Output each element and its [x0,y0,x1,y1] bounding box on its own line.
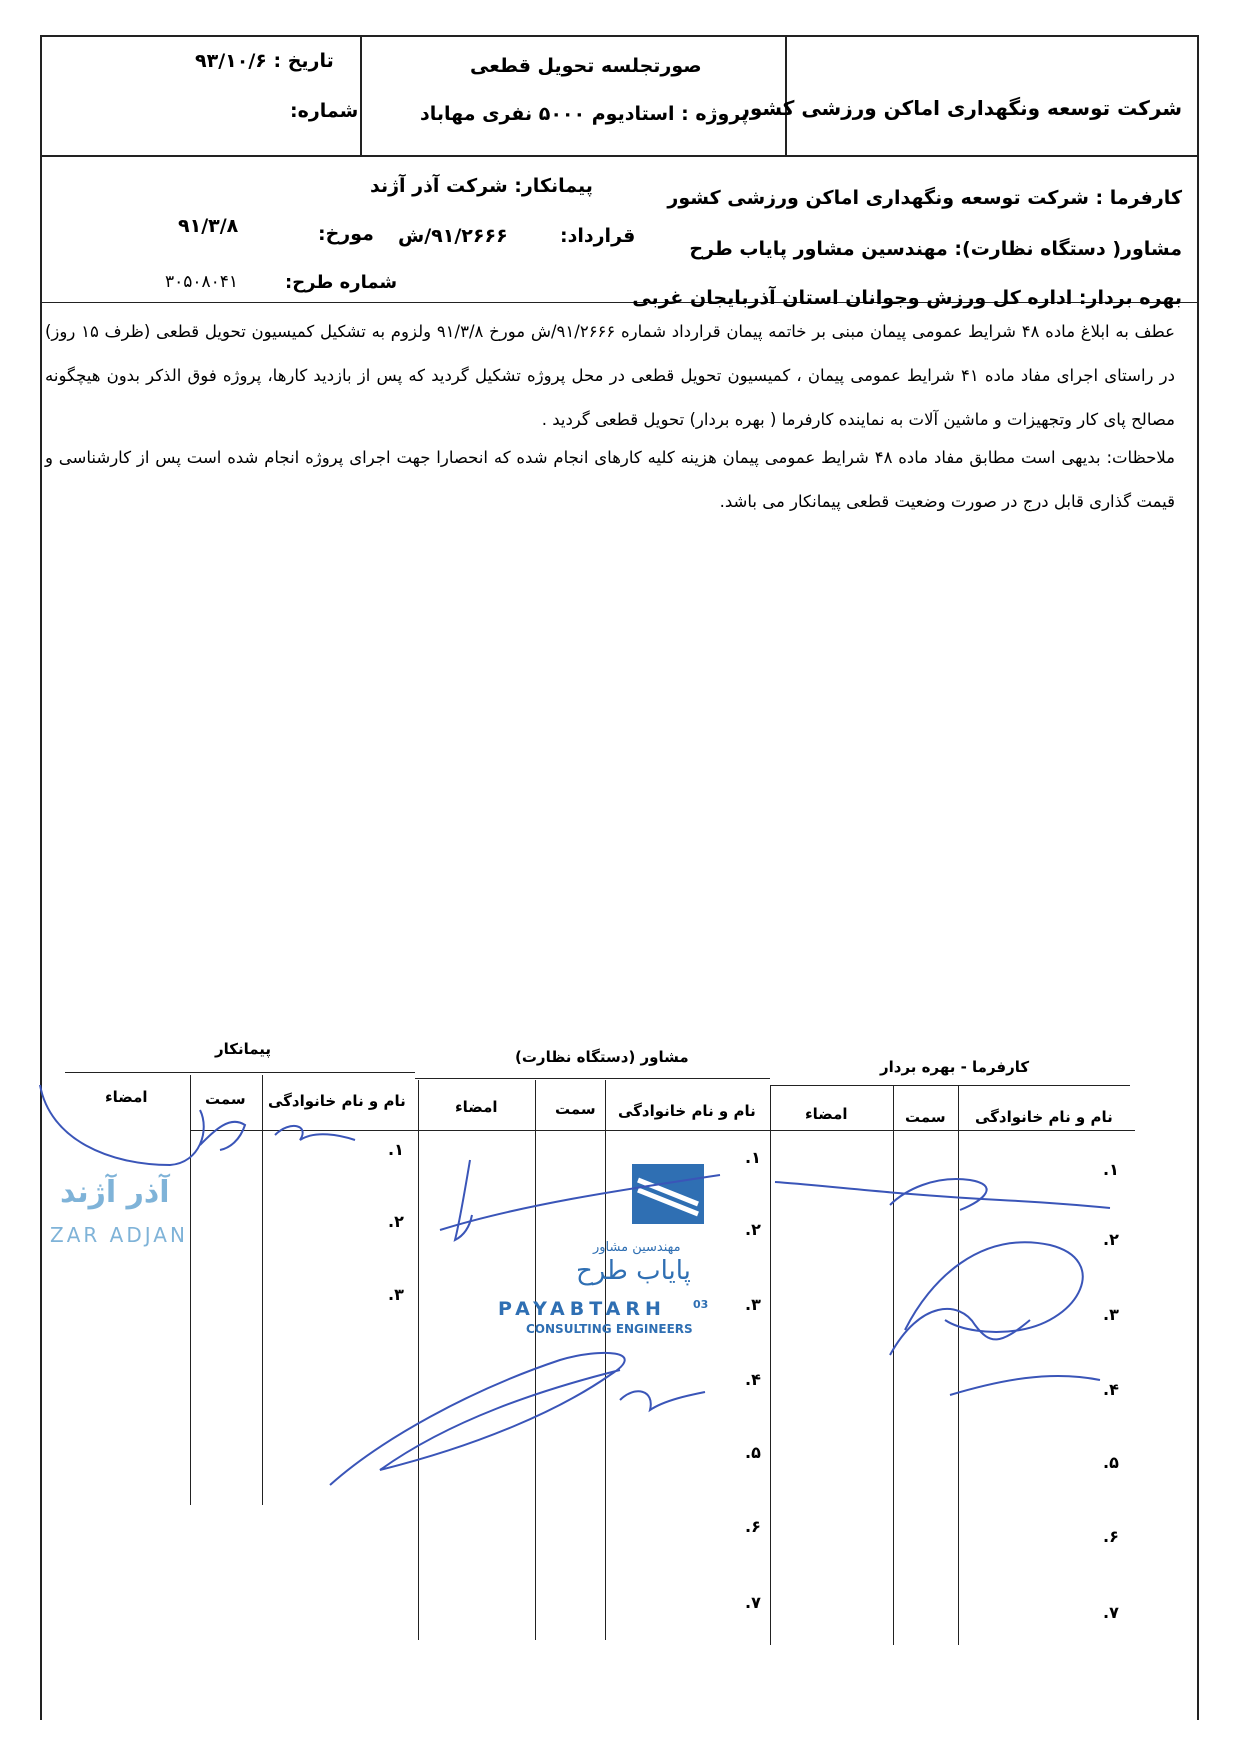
employer-row-3: ۳. [1103,1305,1119,1324]
employer-row-5: ۵. [1103,1453,1119,1472]
col-rule-8 [958,1085,959,1645]
header-bottom-rule [40,155,1197,157]
col-rule-6 [770,1085,771,1645]
col-rule-2 [262,1075,263,1505]
col-rule-1 [190,1075,191,1505]
plan-number: ۳۰۵۰۸۰۴۱ [165,272,239,292]
body-text [45,310,1175,524]
project-title: پروژه : استادیوم ۵۰۰۰ نفری مهاباد [420,103,749,125]
contractor-col-sign: امضاء [105,1088,148,1106]
contractor-col-role: سمت [205,1090,246,1108]
employer-col-name: نام و نام خانوادگی [975,1108,1113,1126]
consultant-row-1: ۱. [745,1148,761,1167]
sig-table-header-rule [190,1130,1135,1131]
consultant-col-role: سمت [555,1100,596,1118]
plan-number-label: شماره طرح: [285,272,398,293]
consultant-group-title: مشاور (دستگاه نظارت) [515,1048,689,1066]
consultant-stamp [498,1160,738,1340]
contractor-line: پیمانکار: شرکت آذر آژند [370,175,593,197]
consultant-stamp-logo [628,1160,708,1235]
contractor-row-1: ۱. [388,1140,404,1159]
contractor-group-title: پیمانکار [215,1040,272,1058]
col-rule-3 [418,1080,419,1640]
consultant-row-5: ۵. [745,1443,761,1462]
body-paragraph: عطف به ابلاغ ماده ۴۸ شرایط عمومی پیمان مبنی بر خاتمه پیمان قرارداد شماره ۹۱/۲۶۶۶/ش مورخ ۹۱/۳/۸ ولزوم به تشکیل کمیسیون تحویل قطعی (ظرف ۱۵ روز) در راستای اجرای مفاد ماده ۴۱ شرایط عمومی پیمان ، کمیسیون تحویل قطعی در محل پروژه تشکیل گردید که پس از بازدید کارها، پروژه فوق الذکر بدون هیچگونه مصالح پای کار وتجهیزات و ماشین آلات به نماینده کارفرما ( بهره بردار) تحویل قطعی گردید . [45,322,1176,429]
sig-table-top-mid [415,1078,770,1079]
consultant-stamp-code: 03 [693,1298,709,1311]
consultant-row-7: ۷. [745,1593,761,1612]
consultant-row-3: ۳. [745,1295,761,1314]
contractor-stamp [50,1175,240,1255]
employer-line: کارفرما : شرکت توسعه ونگهداری اماکن ورزشی کشور [667,187,1182,209]
consultant-stamp-fa: مهندسین مشاور [593,1240,681,1255]
date-label: تاریخ : ۹۳/۱۰/۶ [195,50,334,72]
company-name: شرکت توسعه ونگهداری اماکن ورزشی کشور [738,96,1182,120]
employer-row-6: ۶. [1103,1527,1119,1546]
contractor-row-3: ۳. [388,1285,404,1304]
employer-row-4: ۴. [1103,1380,1119,1399]
consultant-stamp-en-sub: CONSULTING ENGINEERS [526,1322,693,1336]
contract-label: قرارداد: [560,225,636,247]
consultant-col-sign: امضاء [455,1098,498,1116]
doc-title: صورتجلسه تحویل قطعی [470,55,702,77]
consultant-row-2: ۲. [745,1220,761,1239]
user-line: بهره بردار: اداره کل ورزش وجوانان استان آذربایجان غربی [632,287,1182,309]
sig-table-top-left [65,1072,415,1073]
header-divider-left [360,35,362,157]
remarks-paragraph: ملاحظات: بدیهی است مطابق مفاد ماده ۴۸ شرایط عمومی پیمان هزینه کلیه کارهای انجام شده که انحصارا جهت اجرای پروژه انجام شده است پس از کارشناسی و قیمت گذاری قابل درج در صورت وضعیت قطعی پیمانکار می باشد. [45,448,1176,511]
contractor-col-name: نام و نام خانوادگی [268,1092,406,1110]
col-rule-7 [893,1085,894,1645]
consultant-stamp-en: PAYABTARH [498,1298,666,1320]
employer-group-title: کارفرما - بهره بردار [880,1058,1030,1076]
sig-table-top-right [770,1085,1130,1086]
employer-col-role: سمت [905,1108,946,1126]
contractor-stamp-en: ZAR ADJAN [50,1223,188,1247]
contractor-row-2: ۲. [388,1212,404,1231]
employer-row-7: ۷. [1103,1603,1119,1622]
contract-number: ۹۱/۲۶۶۶/ش [398,225,508,247]
consultant-col-name: نام و نام خانوادگی [618,1102,756,1120]
consultant-stamp-name-fa: پایاب طرح [576,1256,691,1286]
employer-col-sign: امضاء [805,1105,848,1123]
number-label: شماره: [290,100,359,122]
dated-value: ۹۱/۳/۸ [178,215,239,237]
contractor-stamp-fa: آذر آژند [60,1175,170,1210]
employer-row-1: ۱. [1103,1160,1119,1179]
consultant-line: مشاور( دستگاه نظارت): مهندسین مشاور پایاب طرح [689,238,1182,260]
consultant-row-6: ۶. [745,1517,761,1536]
header-top-rule [40,35,1197,37]
employer-row-2: ۲. [1103,1230,1119,1249]
dated-label: مورخ: [318,223,374,245]
consultant-row-4: ۴. [745,1370,761,1389]
